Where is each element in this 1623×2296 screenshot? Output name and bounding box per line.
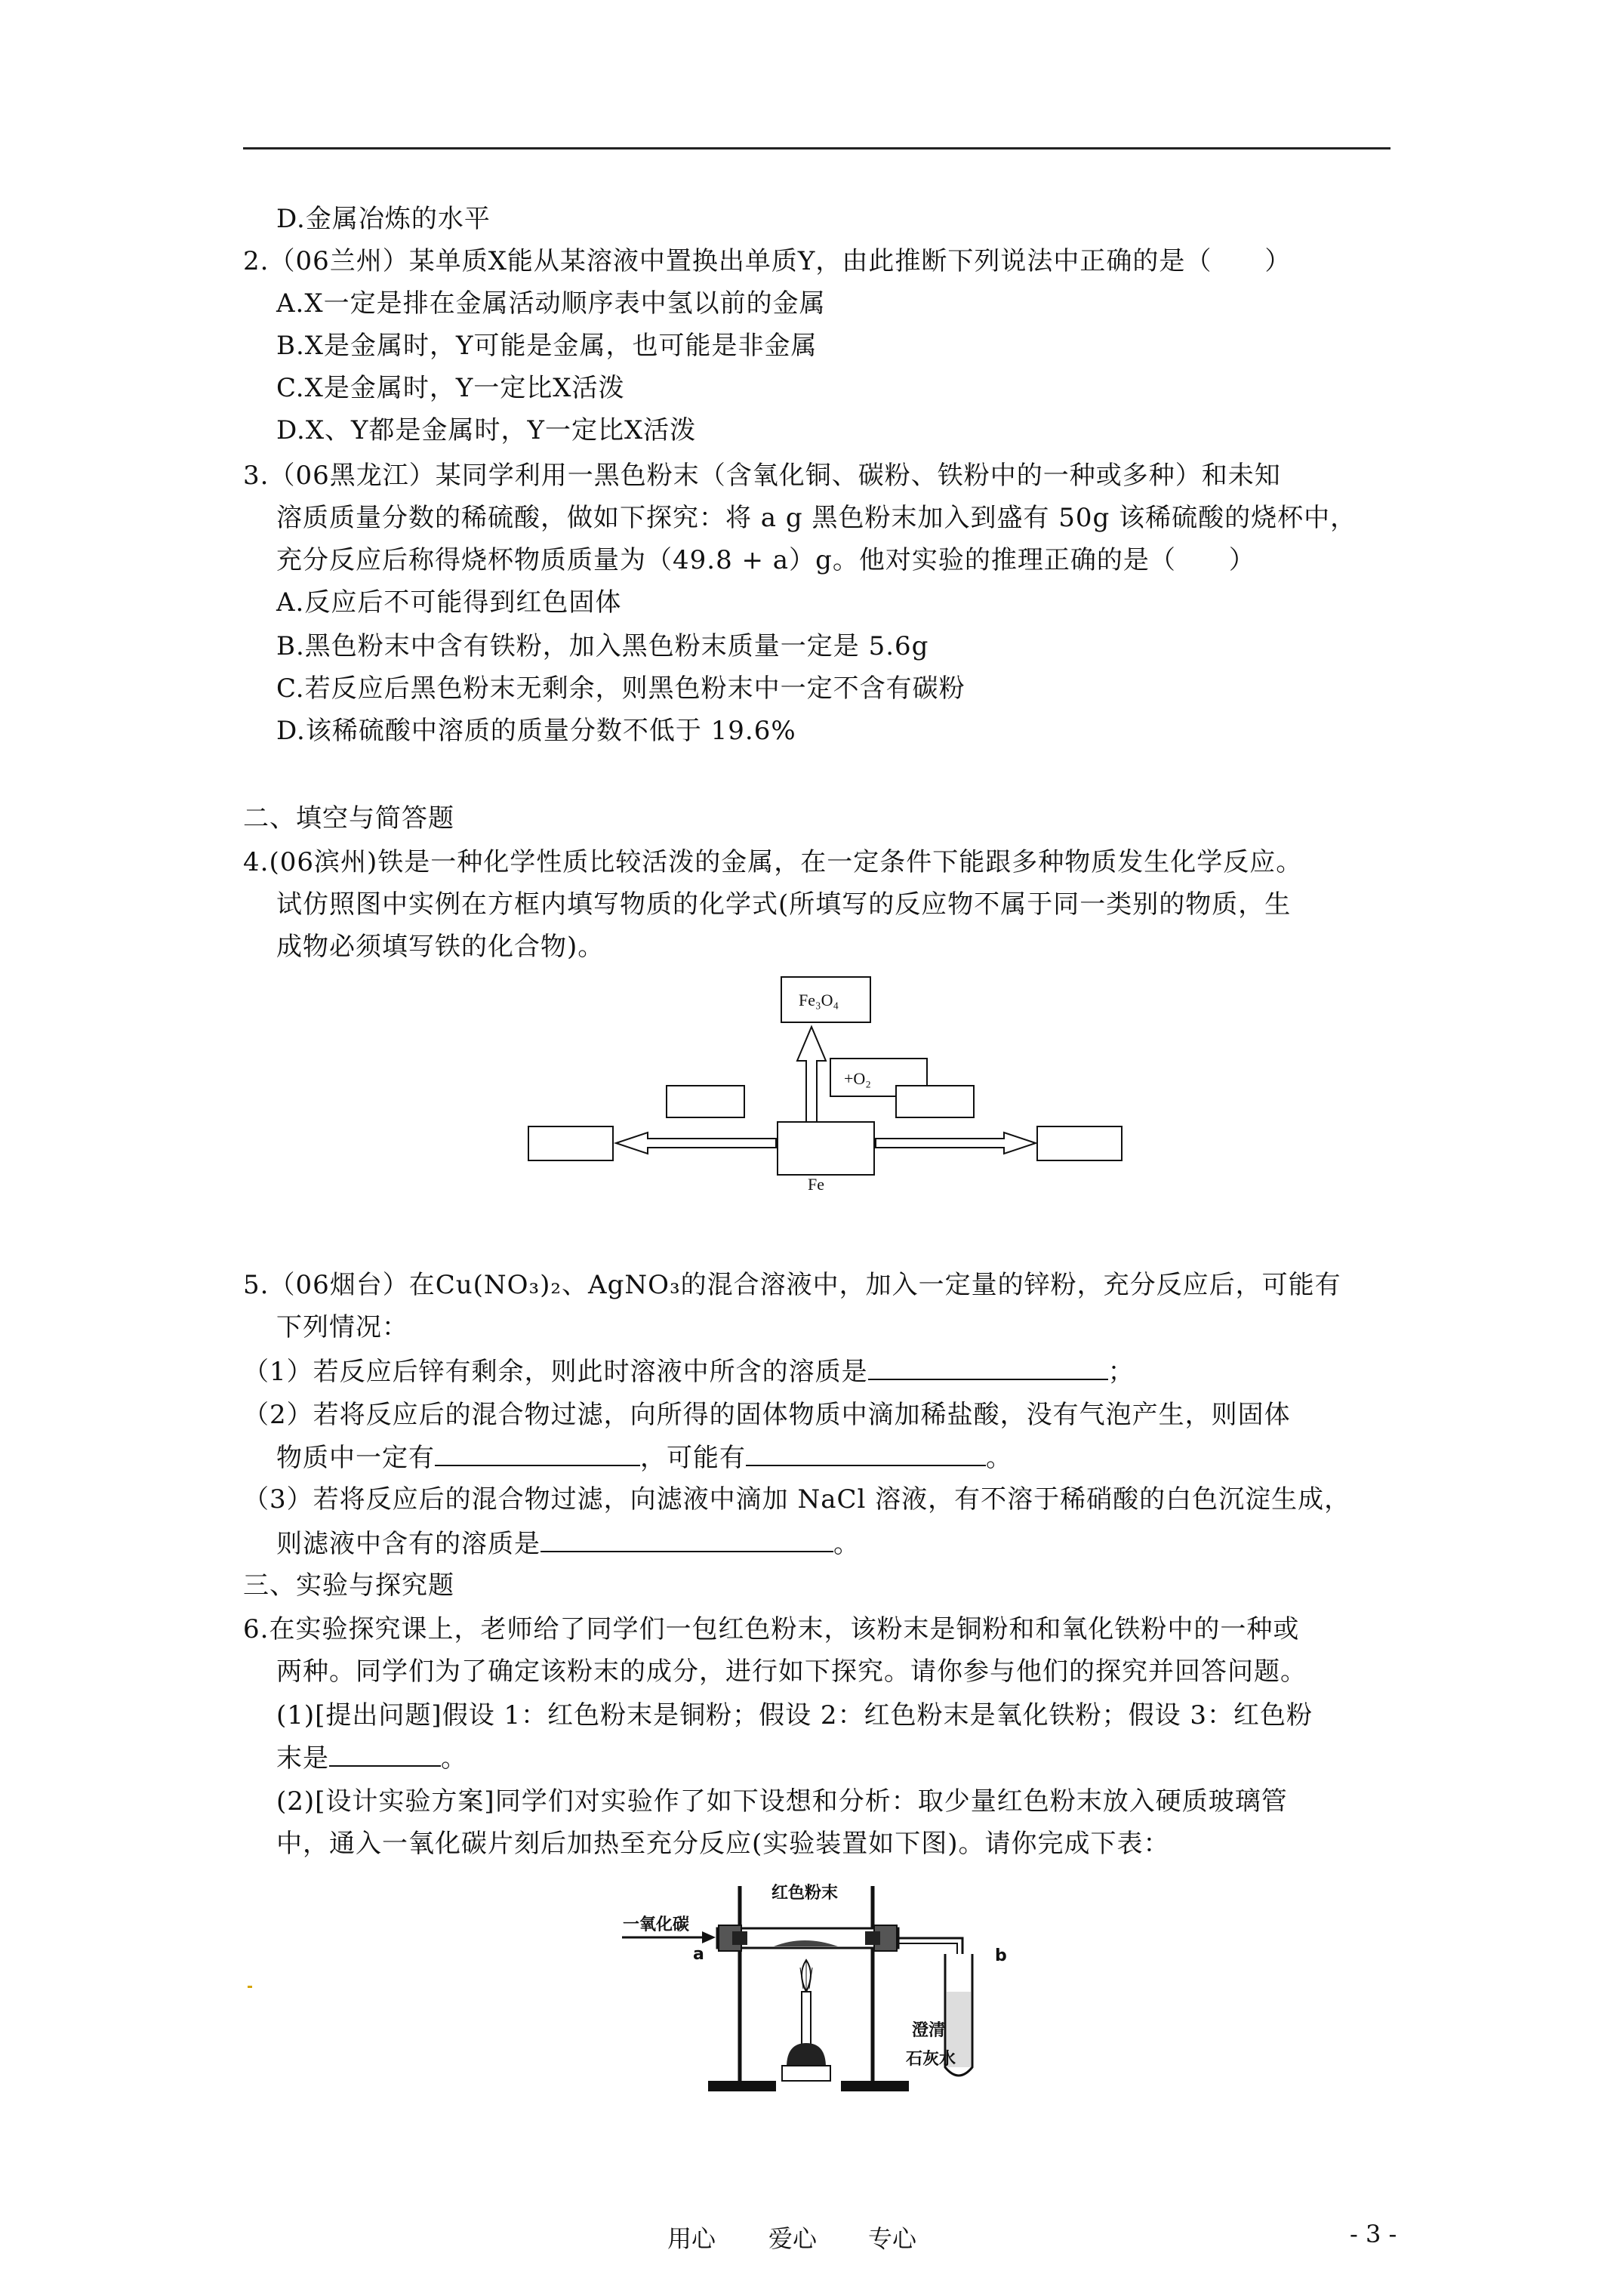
section3-title: 三、实验与探究题 [243, 1570, 454, 1601]
q5-part1-text: （1）若反应后锌有剩余，则此时溶液中所含的溶质是 [243, 1357, 868, 1387]
q6-line3: (1)[提出问题]假设 1：红色粉末是铜粉；假设 2：红色粉末是氧化铁粉；假设 3：红色粉 [276, 1700, 1313, 1730]
q4-line2: 试仿照图中实例在方框内填写物质的化学式(所填写的反应物不属于同一类别的物质，生 [276, 889, 1292, 920]
q3-option-d: D.该稀硫酸中溶质的质量分数不低于 19.6% [276, 716, 796, 746]
q6-line6: 中，通入一氧化碳片刻后加热至充分反应(实验装置如下图)。请你完成下表： [276, 1829, 1170, 1859]
q6-hypothesis3-blank[interactable] [329, 1740, 441, 1767]
product-box-left [528, 1126, 613, 1160]
fe-label: Fe [808, 1175, 824, 1194]
q5-part2-line2 [276, 1439, 1012, 1476]
q6-line4 [276, 1740, 467, 1777]
q2-option-a: A.X一定是排在金属活动顺序表中氢以前的金属 [276, 288, 826, 319]
q3-option-c: C.若反应后黑色粉末无剩余，则黑色粉末中一定不含有碳粉 [276, 673, 965, 704]
q2-stem: 2.（06兰州）某单质X能从某溶液中置换出单质Y，由此推断下列说法中正确的是（ ） [243, 246, 1292, 276]
q5-part2-must-blank[interactable] [435, 1439, 640, 1466]
q6-line1: 6.在实验探究课上，老师给了同学们一包红色粉末，该粉末是铜粉和和氧化铁粉中的一种或 [243, 1614, 1300, 1644]
q5-part1 [243, 1353, 1135, 1390]
product-box-right [1037, 1126, 1122, 1160]
q6-hypothesis3-text: 末是 [276, 1743, 329, 1774]
q3-stem-line1: 3.（06黑龙江）某同学利用一黑色粉末（含氧化铜、碳粉、铁粉中的一种或多种）和未知 [243, 461, 1281, 491]
q5-part3-blank[interactable] [540, 1525, 833, 1552]
q5-part2-must-text: 物质中一定有 [276, 1443, 435, 1473]
co-label: 一氧化碳 [623, 1915, 690, 1934]
page-number: - 3 - [1350, 2220, 1397, 2248]
q6-hypothesis3-end: 。 [441, 1743, 467, 1774]
center-box-fe [778, 1122, 874, 1175]
q2-option-c: C.X是金属时，Y一定比X活泼 [276, 373, 625, 403]
reagent-box-right [896, 1086, 974, 1117]
q3-option-a: A.反应后不可能得到红色固体 [276, 587, 622, 618]
q4-line1: 4.(06滨州)铁是一种化学性质比较活泼的金属，在一定条件下能跟多种物质发生化学反应。 [243, 847, 1303, 877]
q5-part3-line2 [276, 1525, 860, 1562]
header-rule [243, 147, 1390, 149]
q5-stem-line1: 5.（06烟台）在Cu(NO₃)₂、AgNO₃的混合溶液中，加入一定量的锌粉，充分反应后，可能有 [243, 1270, 1341, 1300]
section2-title: 二、填空与简答题 [243, 803, 454, 834]
q5-part3-text: 则滤液中含有的溶质是 [276, 1529, 540, 1559]
o2-label: +O₂ [844, 1069, 871, 1088]
q5-stem-line2: 下列情况： [276, 1312, 408, 1342]
footer-motto-1: 用心 [667, 2224, 716, 2253]
red-powder-label: 红色粉末 [771, 1884, 839, 1903]
limewater-label-2: 石灰水 [906, 2050, 956, 2069]
q5-part3-line1: （3）若将反应后的混合物过滤，向滤液中滴加 NaCl 溶液，有不溶于稀硝酸的白色沉淀生成， [243, 1484, 1351, 1515]
q5-part1-end: ； [1107, 1357, 1135, 1387]
q2-option-d: D.X、Y都是金属时，Y一定比X活泼 [276, 415, 697, 445]
outlet-b-label: b [995, 1946, 1007, 1965]
reagent-box-left [667, 1086, 744, 1117]
q5-part1-blank[interactable] [868, 1353, 1108, 1380]
q5-part2-may-text: ，可能有 [640, 1443, 746, 1473]
q6-line5: (2)[设计实验方案]同学们对实验作了如下设想和分析：取少量红色粉末放入硬质玻璃管 [276, 1786, 1288, 1817]
q6-line2: 两种。同学们为了确定该粉末的成分，进行如下探究。请你参与他们的探究并回答问题。 [276, 1657, 1307, 1687]
q4-line3: 成物必须填写铁的化合物)。 [276, 932, 605, 962]
q3-option-b: B.黑色粉末中含有铁粉，加入黑色粉末质量一定是 5.6g [276, 631, 929, 661]
q1-option-d: D.金属冶炼的水平 [276, 204, 491, 234]
q5-part2-end: 。 [986, 1443, 1012, 1473]
q2-option-b: B.X是金属时，Y可能是金属，也可能是非金属 [276, 331, 818, 361]
fe3o4-label: Fe₃O₄ [799, 991, 839, 1009]
q5-part3-end: 。 [833, 1529, 860, 1559]
footer-motto-3: 专心 [868, 2224, 917, 2253]
footer-motto-2: 爱心 [768, 2224, 818, 2253]
stray-mark [248, 1986, 252, 1988]
left-arrow [616, 1133, 776, 1154]
q3-stem-line2: 溶质质量分数的稀硫酸，做如下探究：将 a g 黑色粉末加入到盛有 50g 该稀硫酸的烧杯中， [276, 503, 1357, 533]
right-arrow [876, 1133, 1036, 1154]
q5-part2-may-blank[interactable] [746, 1439, 986, 1466]
inlet-a-label: a [693, 1945, 704, 1964]
limewater-label-1: 澄清 [912, 2021, 946, 2040]
q5-part2-line1: （2）若将反应后的混合物过滤，向所得的固体物质中滴加稀盐酸，没有气泡产生，则固体 [243, 1400, 1291, 1430]
q3-stem-line3: 充分反应后称得烧杯物质质量为（49.8 + a）g。他对实验的推理正确的是（ ） [276, 545, 1255, 575]
